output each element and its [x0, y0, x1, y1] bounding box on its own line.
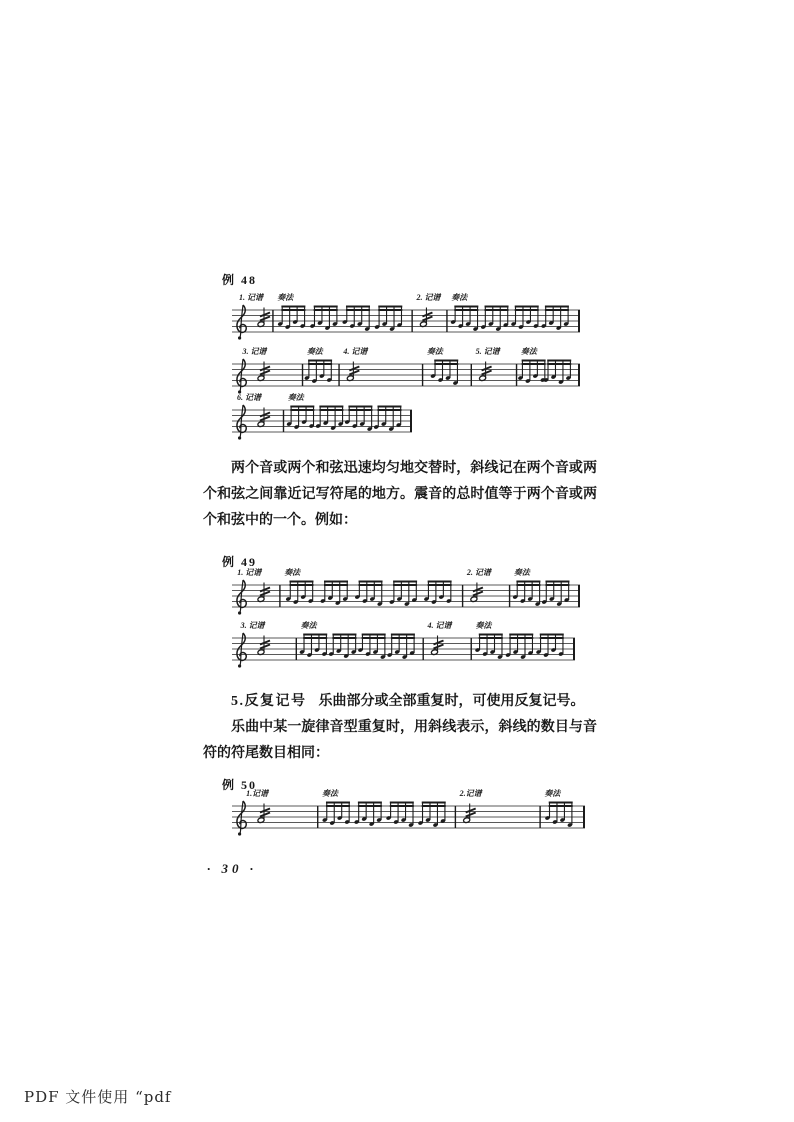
- term-repeat-sign-text: 乐曲部分或全部重复时，可使用反复记号。: [318, 694, 585, 709]
- notation-label: 3. 记谱: [240, 621, 265, 630]
- example-title: 例 49: [222, 555, 258, 569]
- notation-label: 奏法: [284, 568, 301, 577]
- notation-label: 奏法: [277, 293, 294, 302]
- notation-label: 奏法: [287, 393, 304, 402]
- staff-notation: [232, 358, 580, 398]
- notation-label: 5. 记谱: [475, 347, 500, 356]
- notation-label: 奏法: [300, 621, 317, 630]
- paragraph-slash-rule: 乐曲中某一旋律音型重复时，用斜线表示，斜线的数目与音符的符尾数目相同：: [203, 720, 597, 761]
- notation-label: 奏法: [520, 347, 537, 356]
- page-number: · 30 ·: [207, 861, 257, 876]
- notation-label: 1. 记谱: [238, 293, 263, 302]
- staff-notation: [232, 579, 580, 619]
- paragraph-repeat-sign-heading: [203, 689, 597, 715]
- paragraph-tremolo-explanation: 两个音或两个和弦迅速均匀地交替时，斜线记在两个音或两个和弦之间靠近记写符尾的地方。震音的总时值等于两个音或两个和弦中的一个。例如：: [203, 461, 597, 528]
- notation-label: 2. 记谱: [466, 568, 491, 577]
- notation-label: 3. 记谱: [242, 347, 267, 356]
- notation-label: 4. 记谱: [343, 347, 368, 356]
- notation-label: 奏法: [513, 568, 530, 577]
- example-title: 例 48: [222, 273, 258, 287]
- notation-label: 奏法: [475, 621, 492, 630]
- notation-label: 2.记谱: [459, 789, 482, 798]
- notation-label: 奏法: [306, 347, 323, 356]
- staff-notation: [232, 304, 580, 344]
- notation-label: 1. 记谱: [237, 568, 262, 577]
- staff-notation: [232, 632, 575, 672]
- notation-label: 奏法: [322, 789, 338, 798]
- notation-label: 4. 记谱: [427, 621, 452, 630]
- notation-label: 奏法: [544, 789, 561, 798]
- staff-notation: [232, 404, 412, 444]
- staff-notation: [232, 800, 585, 840]
- example-title: 例 50: [222, 778, 258, 792]
- notation-label: 1.记谱: [246, 789, 269, 798]
- notation-label: 2. 记谱: [416, 293, 441, 302]
- notation-label: 奏法: [451, 293, 468, 302]
- term-repeat-sign: 5.反复记号: [231, 694, 307, 709]
- notation-label: 6. 记谱: [237, 393, 262, 402]
- pdf-watermark-text: PDF 文件使用 “pdf: [24, 1088, 172, 1106]
- notation-label: 奏法: [426, 347, 443, 356]
